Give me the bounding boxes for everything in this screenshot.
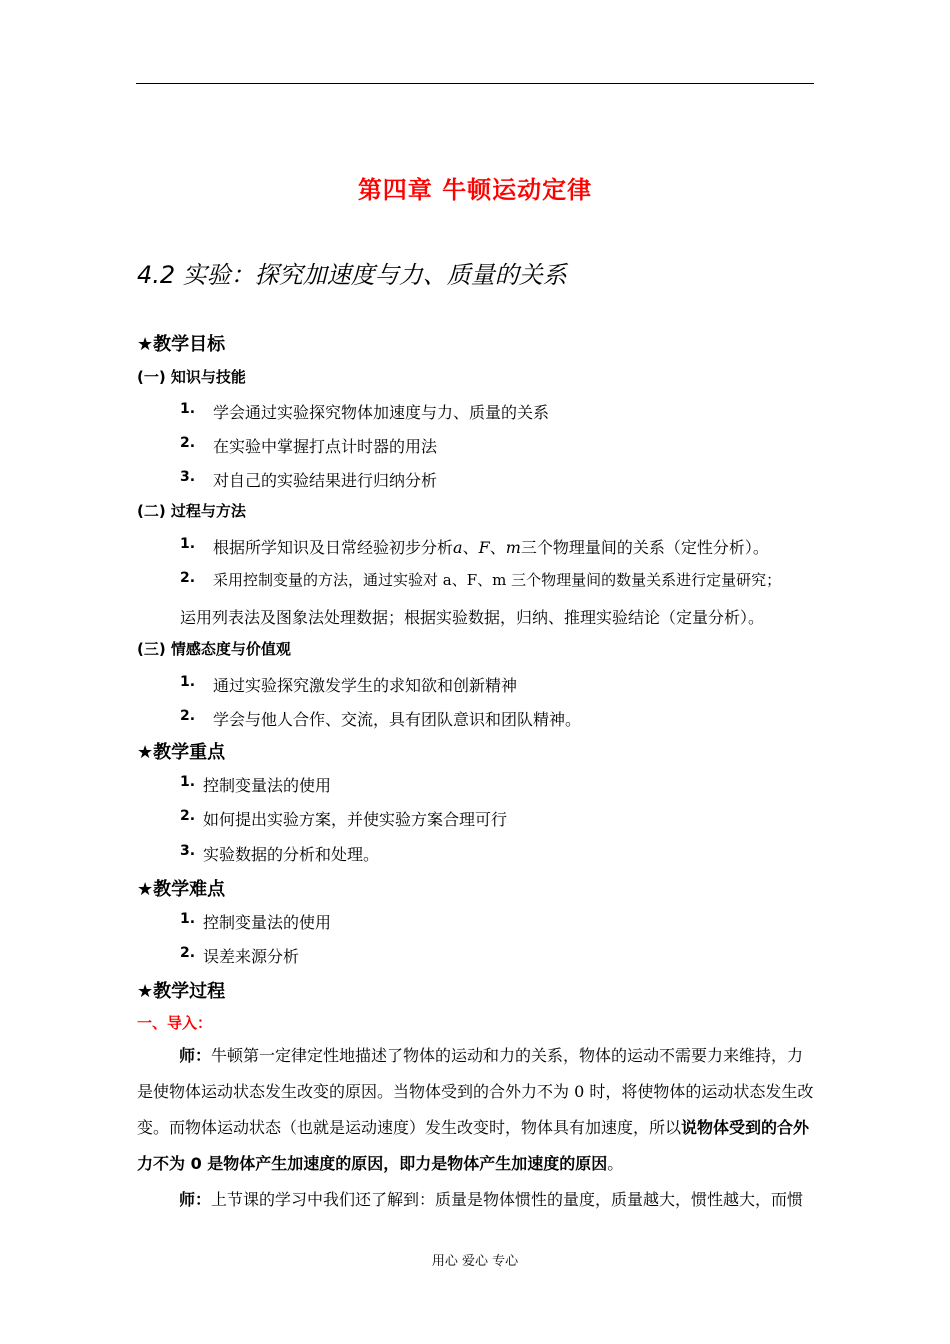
process-item-2-continued: 运用列表法及图象法处理数据；根据实验数据，归纳、推理实验结论（定量分析）。 — [180, 608, 765, 627]
page-footer: 用心 爱心 专心 — [431, 1254, 519, 1269]
process-method-heading: (二) 过程与方法 — [137, 502, 246, 520]
key-statement: 说物体受到的合外力不为 0 是物体产生加速度的原因，即力是物体产生加速度的原因 — [137, 1118, 810, 1173]
difficulties-heading: ★教学难点 — [137, 879, 226, 900]
difficulty-1-num: 1. — [180, 911, 196, 927]
emotion-item-2-num: 2. — [180, 708, 196, 724]
emotion-heading: (三) 情感态度与价值观 — [137, 640, 291, 658]
header-rule — [136, 83, 814, 84]
knowledge-item-3: 对自己的实验结果进行归纳分析 — [213, 471, 438, 490]
emotion-item-1-num: 1. — [180, 674, 196, 690]
process-item-2: 采用控制变量的方法，通过实验对 a、F、m 三个物理量间的数量关系进行定量研究； — [213, 571, 782, 589]
key-point-1: 控制变量法的使用 — [203, 776, 332, 795]
intro-paragraph-2: 师：上节课的学习中我们还了解到：质量是物体惯性的量度，质量越大，惯性越大，而惯 — [179, 1190, 804, 1209]
process-item-1: 根据所学知识及日常经验初步分析a、F、m三个物理量间的关系（定性分析）。 — [213, 538, 769, 557]
key-point-2-num: 2. — [180, 808, 196, 824]
key-point-3: 实验数据的分析和处理。 — [203, 845, 380, 864]
intro-paragraph-1: 师：牛顿第一定律定性地描述了物体的运动和力的关系，物体的运动不需要力来维持，力是使物体运动状态发生改变的原因。当物体受到的合外力不为 0 时，将使物体的运动状态发生改变。而物体运动状态（也就是运动速度）发生改变时，物体具有加速度，所以说物体受到的合外力不为 0 是物体产生加速度的原因，即力是物体产生加速度的原因。 — [137, 1046, 814, 1173]
key-points-heading: ★教学重点 — [137, 742, 226, 763]
difficulty-1: 控制变量法的使用 — [203, 913, 332, 932]
knowledge-item-2-num: 2. — [180, 435, 196, 451]
emotion-item-2: 学会与他人合作、交流，具有团队意识和团队精神。 — [213, 710, 582, 729]
process-item-2-num: 2. — [180, 570, 196, 586]
process-item-1-num: 1. — [180, 536, 196, 552]
chapter-title: 第四章 牛顿运动定律 — [357, 176, 593, 204]
difficulty-2-num: 2. — [180, 945, 196, 961]
intro-heading: 一、导入： — [137, 1014, 213, 1032]
knowledge-item-1: 学会通过实验探究物体加速度与力、质量的关系 — [213, 403, 550, 422]
key-point-2: 如何提出实验方案，并使实验方案合理可行 — [203, 810, 508, 829]
emotion-item-1: 通过实验探究激发学生的求知欲和创新精神 — [213, 676, 518, 695]
knowledge-item-1-num: 1. — [180, 401, 196, 417]
objectives-heading: ★教学目标 — [137, 334, 226, 355]
key-point-1-num: 1. — [180, 774, 196, 790]
difficulty-2: 误差来源分析 — [203, 947, 300, 966]
knowledge-item-2: 在实验中掌握打点计时器的用法 — [213, 437, 438, 456]
knowledge-heading: (一) 知识与技能 — [137, 368, 246, 386]
teaching-process-heading: ★教学过程 — [137, 981, 226, 1002]
speaker-label: 师： — [179, 1046, 212, 1065]
speaker-label: 师： — [179, 1190, 212, 1209]
section-title: 4.2 实验：探究加速度与力、质量的关系 — [137, 261, 567, 289]
key-point-3-num: 3. — [180, 843, 196, 859]
knowledge-item-3-num: 3. — [180, 469, 196, 485]
